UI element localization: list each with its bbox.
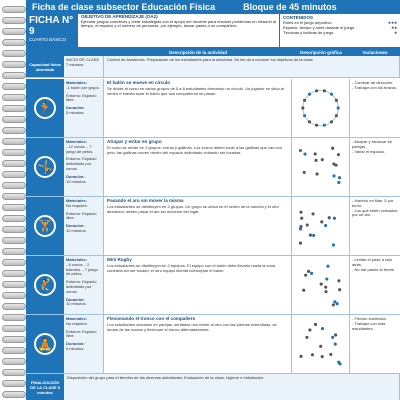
variant-item: - Trabajar con los brazos.: [352, 84, 398, 90]
spiral-ring: [2, 270, 26, 277]
contents-panel: [280, 14, 400, 47]
contents-heading: CONTENIDOS: [283, 15, 314, 20]
spiral-ring: [2, 204, 26, 211]
duration-label: Duración:: [66, 341, 85, 347]
column-activity: Descripción de la actividad: [168, 49, 228, 55]
ficha-box: [26, 14, 78, 47]
activity-text: Los estudiantes ubicados en parejas, sentados uno frente al otro con las piernas extendidas, se toman de las manos y flexionan el tronco alternadamente.: [107, 321, 277, 332]
variant-item: - Los que estén rodeados por un aro.: [352, 207, 398, 218]
activity-diagram: [292, 315, 350, 373]
spiral-ring: [2, 325, 26, 332]
weightlifter-icon: 🏋: [34, 215, 56, 237]
space-text: Entorno: Espacio delimitado por conos.: [66, 279, 97, 294]
spiral-ring: [2, 314, 26, 321]
runner-icon: 🏃: [34, 97, 56, 119]
duration-text: 10 minutos.: [66, 178, 87, 184]
activity-title: Mini Rugby: [107, 257, 132, 262]
intro-text: Control de Asistencia. Preparación de los estudiantes para la actividad. Se les da a conocer los objetivos de la clase.: [104, 56, 400, 77]
materials-text: No requiere.: [66, 202, 89, 208]
activity-row: [26, 256, 400, 315]
activity-text: El curso se divide en 2 grupos: zorros y gallinas. Los zorros deben tocar a las gallinas que van con peto; las gallinas corren dentro del espacio delimitado evitando ser tocadas.: [107, 144, 282, 155]
materials-label: Materiales:: [66, 316, 87, 321]
space-text: Entorno: Espacio delimitado por conos.: [66, 156, 97, 171]
variant-item: - Variar el espacio.: [352, 148, 386, 154]
players-diagram-icon: [294, 81, 347, 135]
space-text: Entorno: Espacio libre.: [66, 92, 97, 103]
activity-title: Atrapar y evitar en grupo: [107, 139, 162, 144]
spiral-ring: [2, 358, 26, 365]
materials-label: Materiales:: [66, 198, 87, 203]
materials-text: - 12 conos. - 7 juego de petos.: [66, 143, 94, 154]
block-duration: Bloque de 45 minutos: [243, 2, 337, 12]
variant-item: - Trabajar con más estudiantes.: [352, 320, 386, 331]
materials-cell: [64, 315, 104, 373]
spiral-ring: [2, 281, 26, 288]
variants-cell: [350, 197, 400, 255]
spiral-ring: [2, 50, 26, 57]
variant-item: - Flexión sostenida.: [352, 316, 387, 321]
cyclist-icon: 🤾: [34, 274, 56, 296]
contents-list: [283, 20, 397, 35]
spiral-binding: [0, 0, 26, 400]
spiral-ring: [2, 215, 26, 222]
space-text: Entorno: Espacio libre.: [66, 210, 97, 221]
activity-text: Los estudiantes se distribuyen en 2 equipos. El equipo con el balón debe llevarlo hasta la zona contraria sin ser tocado; el otro equipo intenta interceptar el balón.: [107, 262, 276, 273]
column-graphic: Descripción gráfica: [300, 49, 342, 55]
spiral-ring: [2, 105, 26, 112]
materials-cell: [64, 138, 104, 196]
contents-item-label: Roles en el juego deportivo.: [283, 20, 333, 25]
spiral-ring: [2, 369, 26, 376]
duration-text: 10 minutos.: [66, 301, 87, 307]
materials-cell: [64, 197, 104, 255]
stretching-icon: 🧘: [34, 333, 56, 355]
spiral-ring: [2, 39, 26, 46]
spiral-ring: [2, 347, 26, 354]
players-diagram-icon: [294, 140, 347, 194]
spiral-ring: [2, 226, 26, 233]
spiral-ring: [2, 17, 26, 24]
activity-description: [104, 256, 292, 314]
activity-description: [104, 138, 292, 196]
page-title: Ficha de clase subsector Educación Física: [32, 2, 216, 12]
spiral-ring: [2, 127, 26, 134]
variant-item: - No dar pases al frente.: [352, 266, 395, 272]
intro-row: [26, 56, 400, 78]
space-text: Entorno: Espacio libre.: [66, 328, 97, 339]
activity-row: [26, 138, 400, 197]
variants-cell: [350, 79, 400, 137]
activity-row: [26, 197, 400, 256]
ficha-number: FICHA N° 9: [29, 15, 74, 37]
final-label: FINALIZACIÓN DE LA CLASE 5 minutos: [26, 374, 64, 400]
duration-label: Duración:: [66, 173, 85, 179]
activity-title: Flexionando el tronco con el compañero: [107, 316, 196, 321]
variants-cell: [350, 256, 400, 314]
spiral-ring: [2, 237, 26, 244]
ficha-level: CUARTO BÁSICO: [29, 37, 67, 42]
lesson-header: [26, 14, 400, 48]
activity-description: [104, 315, 292, 373]
final-row: [26, 374, 400, 400]
materials-label: Materiales:: [66, 139, 87, 144]
variants-cell: [350, 138, 400, 196]
duration-text: 5 minutos.: [66, 345, 85, 351]
variant-item: - Atrapar y arrancar en parejas.: [352, 139, 393, 149]
players-diagram-icon: [294, 317, 347, 371]
spiral-ring: [2, 303, 26, 310]
players-diagram-icon: [294, 199, 347, 253]
activity-title: El balón se mueve en círculo: [107, 80, 171, 85]
materials-cell: [64, 79, 104, 137]
variant-item: - Hacerlo en filas: 5 por turno.: [352, 198, 394, 208]
spiral-ring: [2, 160, 26, 167]
final-text: Disposición del grupo para el término de las diversas actividades. Evaluación de la clase, higiene e hidratación.: [64, 374, 400, 400]
title-bar: [26, 0, 400, 14]
spiral-ring: [2, 94, 26, 101]
spiral-ring: [2, 193, 26, 200]
variant-item: - Cambiar de dirección.: [352, 80, 394, 85]
spiral-ring: [2, 6, 26, 13]
duration-label: Duración:: [66, 223, 85, 229]
activity-title: Pasando el aro sin mover la misma: [107, 198, 184, 203]
spiral-ring: [2, 72, 26, 79]
column-variants: Variaciones: [362, 49, 388, 55]
spiral-ring: [2, 182, 26, 189]
activity-diagram: [292, 79, 350, 137]
rating-stars-icon: ★: [393, 30, 397, 35]
players-diagram-icon: [294, 258, 347, 312]
spiral-ring: [2, 248, 26, 255]
column-headers: [26, 48, 400, 56]
materials-text: -1 balón por grupo.: [66, 84, 100, 90]
spiral-ring: [2, 116, 26, 123]
duration-text: 5 minutos.: [66, 109, 85, 115]
activity-diagram: [292, 197, 350, 255]
activity-icon-cell: [26, 79, 64, 137]
materials-label: Materiales:: [66, 80, 87, 85]
activity-row: [26, 315, 400, 374]
spiral-ring: [2, 391, 26, 398]
materials-text: No requiere.: [66, 320, 89, 326]
objective-panel: [78, 14, 280, 47]
activity-description: [104, 197, 292, 255]
rating-stars-icon: ★★: [390, 25, 397, 30]
duration-label: Duración:: [66, 105, 85, 111]
activity-icon-cell: [26, 197, 64, 255]
spiral-ring: [2, 149, 26, 156]
duration-label: Duración:: [66, 296, 85, 302]
intro-label: [26, 56, 64, 77]
materials-label: Materiales:: [66, 257, 87, 262]
spiral-ring: [2, 28, 26, 35]
contents-item-label: Espacio, tiempo y roles durante el juego.: [283, 25, 356, 30]
contents-item-label: Técnicas y tácticas de juego.: [283, 30, 335, 35]
spiral-ring: [2, 83, 26, 90]
objective-heading: OBJETIVO DE APRENDIZAJE (OA2): [81, 14, 158, 19]
activity-diagram: [292, 138, 350, 196]
activity-icon-cell: [26, 315, 64, 373]
contents-item: [283, 30, 397, 35]
materials-text: - 8 conos. - 2 balones. - 7 juego de petos.: [66, 261, 98, 277]
spiral-ring: [2, 61, 26, 68]
lesson-sheet: [26, 0, 400, 400]
spiral-ring: [2, 138, 26, 145]
spiral-ring: [2, 259, 26, 266]
spiral-ring: [2, 336, 26, 343]
spiral-ring: [2, 292, 26, 299]
rating-stars-icon: ★★★: [387, 20, 397, 25]
activity-text: Se divide al curso en varios grupos de 5 a 8 estudiantes formando un círculo. Un jugador se sitúa al centro e intenta tocar el balón que sus compañeros se pasan.: [107, 85, 284, 96]
variants-cell: [350, 315, 400, 373]
activity-row: [26, 79, 400, 138]
variant-item: - Limitar el pase a sólo atrás.: [352, 257, 393, 267]
activity-icon-cell: [26, 138, 64, 196]
intro-time: INICIO DE CLASE 7 minutos: [64, 56, 104, 77]
activity-diagram: [292, 256, 350, 314]
capacity-label: Capacidad física abordada: [29, 61, 61, 72]
dancer-icon: 🤸: [34, 156, 56, 178]
materials-cell: [64, 256, 104, 314]
spiral-ring: [2, 380, 26, 387]
activity-icon-cell: [26, 256, 64, 314]
objective-text: Ejecutar juegos colectivos y crear estrategias con el apoyo del docente para resolver problemas en relación al tiempo, el espacio y el número de personas, por ejemplo, lanzar pases a un compañero.: [81, 18, 276, 29]
duration-text: 10 minutos.: [66, 227, 87, 233]
activity-text: Los estudiantes se distribuyen en 2 grupos. Un grupo se ubica en el centro de la cancha y el otro alrededor; deben pasar el aro sin moverse del lugar.: [107, 203, 279, 214]
spiral-ring: [2, 171, 26, 178]
activity-description: [104, 79, 292, 137]
